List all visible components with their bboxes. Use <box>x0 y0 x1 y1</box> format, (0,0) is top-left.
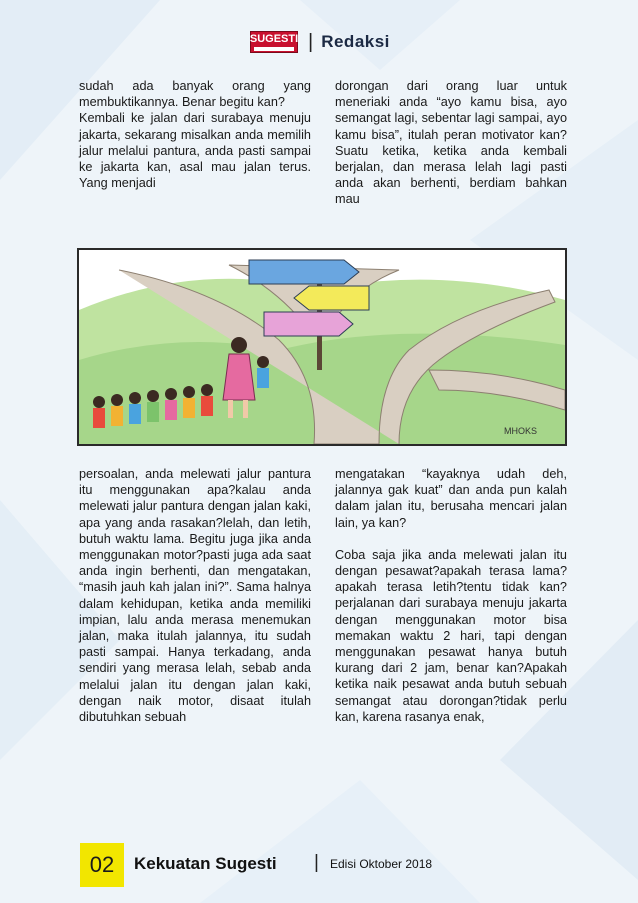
magazine-logo: SUGESTI <box>250 31 298 53</box>
masthead <box>250 30 390 54</box>
paragraph: sudah ada banyak orang yang membuktikannya. Benar begitu kan? <box>79 79 311 110</box>
column-bottom-left <box>79 466 311 725</box>
footer-separator: | <box>314 852 319 873</box>
page-footer <box>0 843 638 887</box>
paragraph: persoalan, anda melewati jalur pantura itu menggunakan apa?kalau anda melewati jalur pantura dengan jalan kaki, apa yang anda rasakan?lelah, dan letih, butuh waktu lama. Begitu juga jika anda menggunakan motor?pasti juga ada saat anda ingin berhenti, dan mengatakan, “masih jauh kah jalan ini?”. Sama halnya dalam kehidupan, ketika anda memiliki impian, lalu anda merasa menemukan jalan, maka itulah jalannya, itu sudah pasti sampai. Hanya terkadang, anda sendiri yang merasa lelah, sebab anda melalui jalan itu dengan jalan kaki, dengan naik motor, disaat itulah dibutuhkan sebuah <box>79 467 311 725</box>
paragraph: Kembali ke jalan dari surabaya menuju jakarta, sekarang misalkan anda memilih jalur melalui pantura, anda pasti sampai ke jakarta kan, asal mau jalan terus. Yang menjadi <box>79 111 311 191</box>
paragraph: mengatakan “kayaknya udah deh, jalannya gak kuat” dan anda pun kalah dalam jalan itu, berusaha mencari jalan lain, ya kan? <box>335 467 567 530</box>
paragraph: Coba saja jika anda melewati jalan itu dengan pesawat?apakah terasa lama?apakah terasa letih?tentu tidak kan?perjalanan dari surabaya menuju jakarta dengan menggunakan motor bisa memakan waktu 2 hari, tapi dengan menggunakan pesawat hanya butuh kurang dari 2 jam, benar kan?Apakah ketika naik pesawat anda butuh sebuah semangat atau dorongan?tidak perlu kan, karena rasanya enak, <box>335 547 567 724</box>
crossroads-illustration <box>77 248 567 446</box>
illustration-drawing <box>79 250 565 444</box>
masthead-separator: | <box>308 30 314 53</box>
footer-title: Kekuatan Sugesti <box>134 854 277 873</box>
footer-edition: Edisi Oktober 2018 <box>330 857 433 871</box>
section-title: Redaksi <box>321 32 390 51</box>
paragraph: dorongan dari orang luar untuk meneriaki anda “ayo kamu bisa, ayo semangat lagi, sebentar lagi sampai, ayo kamu bisa”, itulah peran motivator kan? Suatu ketika, ketika anda kembali berjalan, dan merasa lelah lagi pasti anda akan berhenti, berdiam bahkan mau <box>335 79 567 207</box>
column-top-left <box>79 78 311 191</box>
column-top-right <box>335 78 567 208</box>
column-bottom-right <box>335 466 567 725</box>
page-number: 02 <box>80 843 124 887</box>
artist-signature: MHOKS <box>504 426 538 436</box>
